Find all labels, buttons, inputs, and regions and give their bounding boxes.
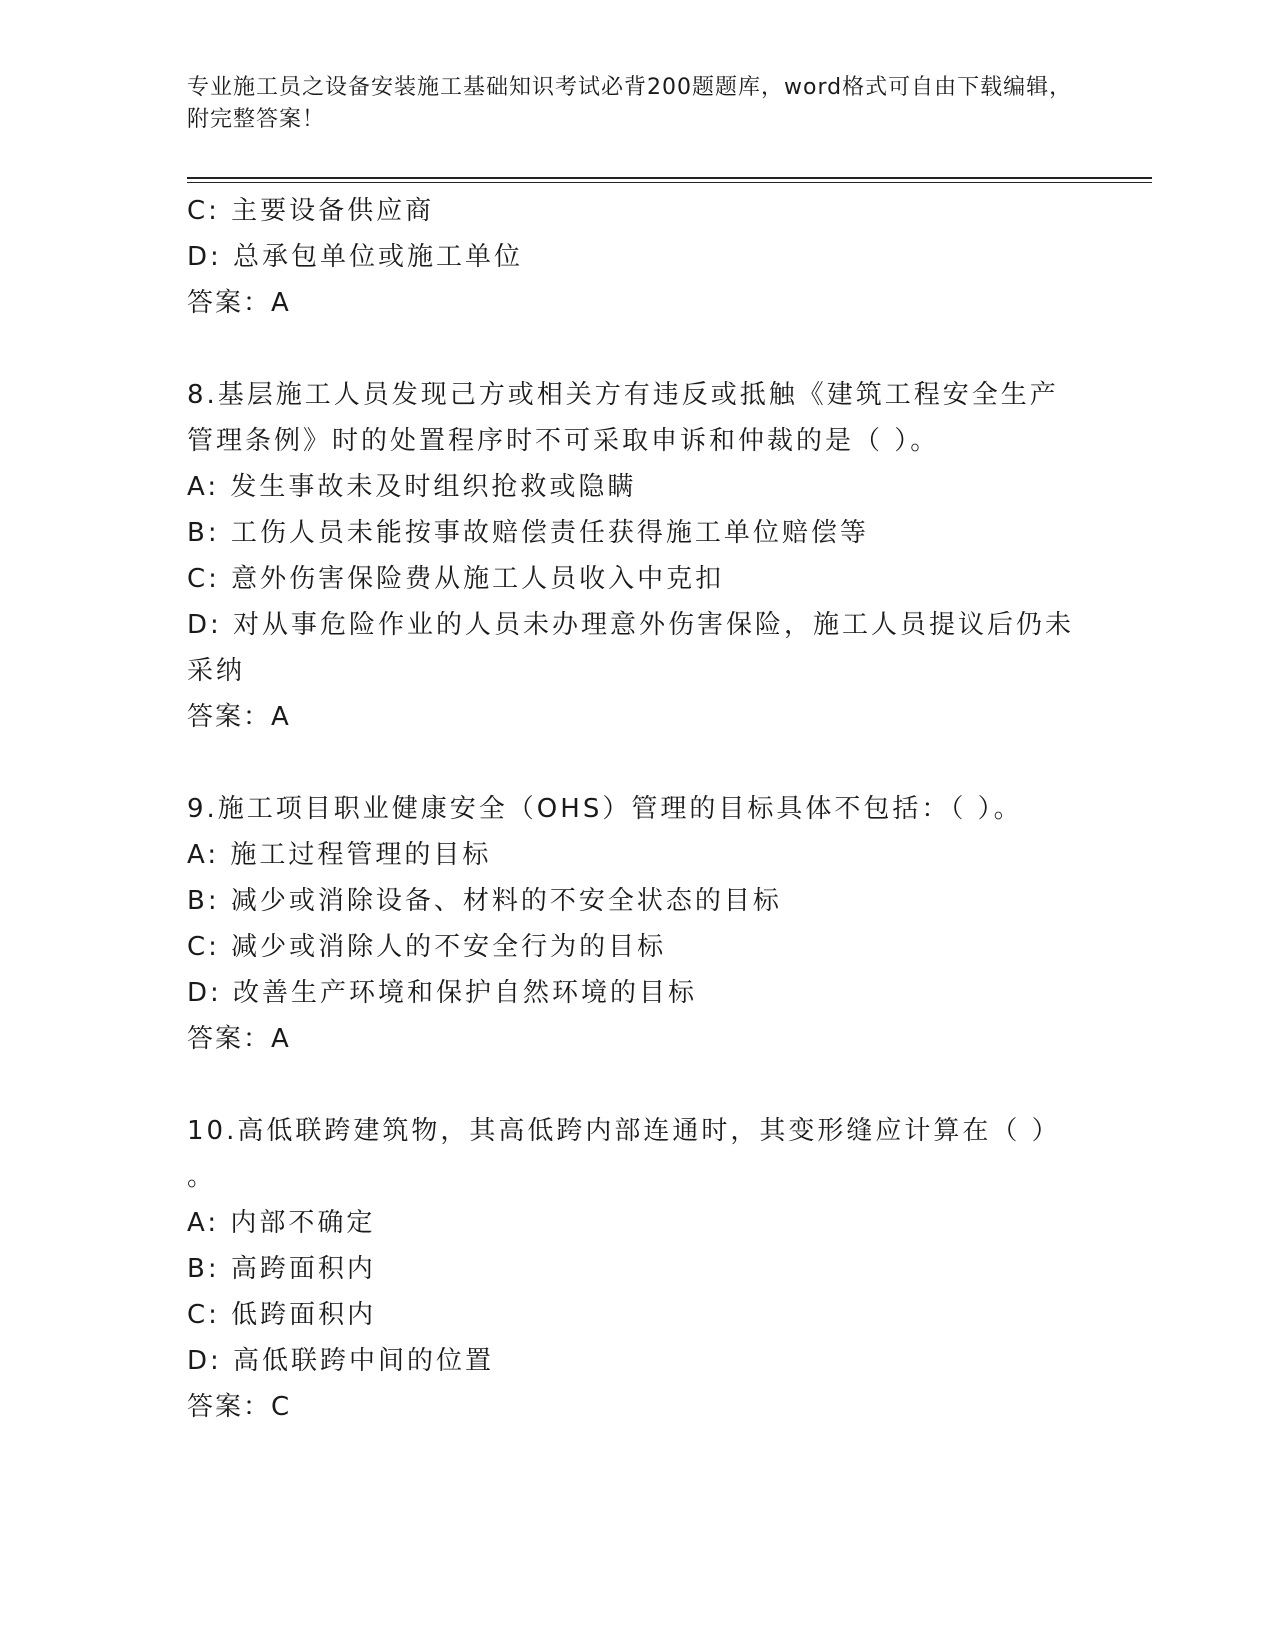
spacer [187, 740, 1087, 786]
option-b: B: 高跨面积内 [187, 1254, 376, 1284]
option-c: C: 低跨面积内 [187, 1300, 377, 1330]
option-d-continued: 采纳 [187, 656, 246, 686]
spacer [187, 326, 1087, 372]
spacer [187, 1062, 1087, 1108]
question-block [187, 786, 1087, 1062]
option-d: D: 改善生产环境和保护自然环境的目标 [187, 978, 698, 1008]
question-list [187, 188, 1087, 1430]
header-divider-thin [187, 182, 1152, 183]
option-a: A: 发生事故未及时组织抢救或隐瞒 [187, 472, 637, 502]
option-b: B: 减少或消除设备、材料的不安全状态的目标 [187, 886, 782, 916]
option-d: D: 总承包单位或施工单位 [187, 242, 524, 272]
option-c: C: 意外伤害保险费从施工人员收入中克扣 [187, 564, 725, 594]
option-d: D: 对从事危险作业的人员未办理意外伤害保险，施工人员提议后仍未 [187, 610, 1075, 640]
option-a: A: 施工过程管理的目标 [187, 840, 492, 870]
document-header [187, 72, 1087, 136]
question-block [187, 372, 1087, 740]
question-block [187, 188, 1087, 326]
option-c: C: 减少或消除人的不安全行为的目标 [187, 932, 667, 962]
answer: 答案：C [187, 1392, 292, 1422]
question-text: 9.施工项目职业健康安全（OHS）管理的目标具体不包括：（ ）。 [187, 794, 1023, 824]
question-text: 8.基层施工人员发现己方或相关方有违反或抵触《建筑工程安全生产 [187, 380, 1059, 410]
answer: 答案：A [187, 1024, 291, 1054]
answer: 答案：A [187, 288, 291, 318]
document-title: 专业施工员之设备安装施工基础知识考试必背200题题库，word格式可自由下载编辑，附完整答案！ [187, 75, 1073, 132]
option-c: C: 主要设备供应商 [187, 196, 435, 226]
question-block [187, 1108, 1087, 1430]
header-divider-thick [187, 177, 1152, 179]
option-a: A: 内部不确定 [187, 1208, 376, 1238]
option-b: B: 工伤人员未能按事故赔偿责任获得施工单位赔偿等 [187, 518, 869, 548]
question-text: 。 [187, 1162, 217, 1192]
question-text: 10.高低联跨建筑物，其高低跨内部连通时，其变形缝应计算在（ ） [187, 1116, 1061, 1146]
answer: 答案：A [187, 702, 291, 732]
question-text: 管理条例》时的处置程序时不可采取申诉和仲裁的是（ ）。 [187, 426, 940, 456]
option-d: D: 高低联跨中间的位置 [187, 1346, 495, 1376]
